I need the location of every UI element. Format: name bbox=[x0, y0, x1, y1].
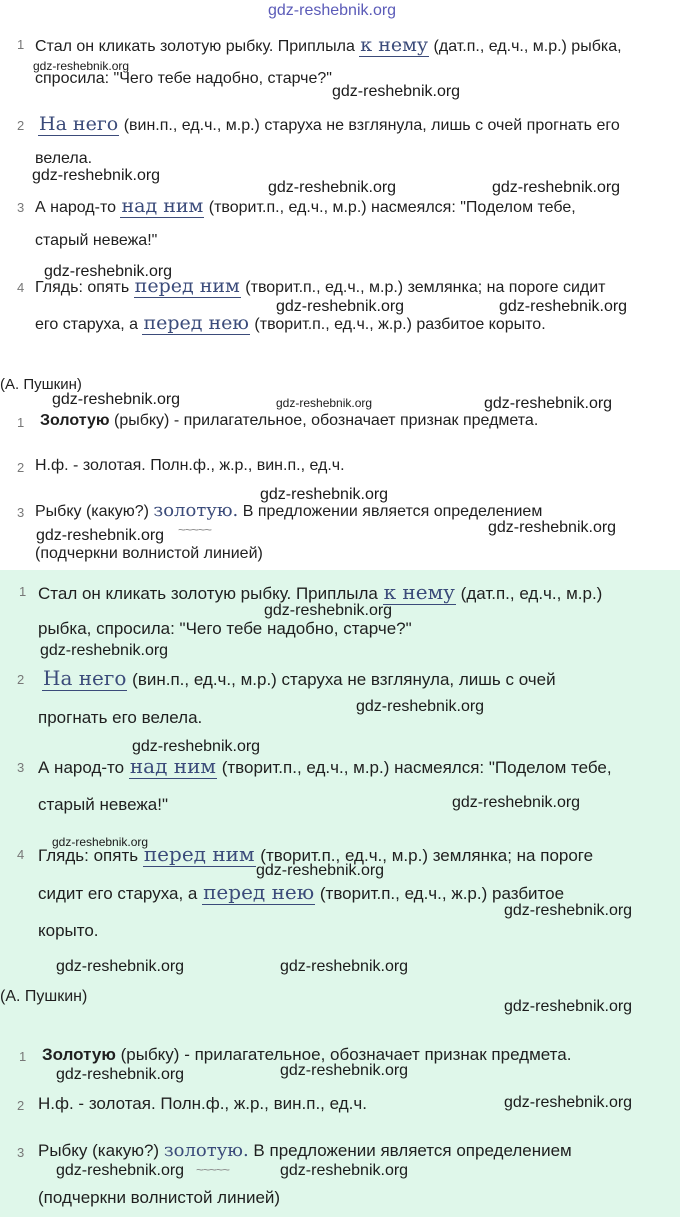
watermark: gdz-reshebnik.org bbox=[276, 298, 405, 315]
analysis-number: 1 bbox=[17, 415, 25, 430]
analysis-2: Н.ф. - золотая. Полн.ф., ж.р., вин.п., ед.ч. bbox=[35, 457, 345, 474]
sentence-number: 1 bbox=[17, 37, 25, 52]
sentence-1: Стал он кликать золотую рыбку. Приплыла к нему (дат.п., ед.ч., м.р.) bbox=[38, 580, 603, 604]
analysis-number: 3 bbox=[17, 1145, 25, 1160]
pronoun-handwritten: перед нею bbox=[203, 880, 315, 904]
watermark: gdz-reshebnik.org bbox=[52, 835, 149, 849]
analysis-number: 1 bbox=[19, 1049, 27, 1064]
sentence-2: На него (вин.п., ед.ч., м.р.) старуха не взглянула, лишь с очей bbox=[43, 666, 556, 690]
watermark: gdz-reshebnik.org bbox=[280, 958, 409, 975]
sentence-4-cont: его старуха, а перед нею (творит.п., ед.ч., ж.р.) разбитое корыто. bbox=[35, 312, 546, 334]
sentence-3: А народ-то над ним (творит.п., ед.ч., м.р.) насмеялся: "Поделом тебе, bbox=[35, 195, 576, 217]
pronoun-handwritten: перед нею bbox=[143, 312, 249, 334]
sentence-4-end: корыто. bbox=[38, 921, 99, 940]
sentence-3: А народ-то над ним (творит.п., ед.ч., м.р.) насмеялся: "Поделом тебе, bbox=[38, 754, 612, 778]
sentence-3-cont: старый невежа!" bbox=[35, 232, 158, 249]
answer-block-2 bbox=[0, 570, 680, 1217]
analysis-number: 2 bbox=[17, 460, 25, 475]
watermark: gdz-reshebnik.org bbox=[276, 396, 373, 410]
analysis-3: Рыбку (какую?) золотую. В предложении является определением bbox=[35, 500, 543, 521]
sentence-number: 2 bbox=[17, 672, 25, 687]
analysis-3: Рыбку (какую?) золотую. В предложении является определением bbox=[38, 1140, 572, 1161]
sentence-number: 2 bbox=[17, 118, 25, 133]
pronoun-handwritten: над ним bbox=[129, 754, 216, 778]
sentence-2-cont: велела. bbox=[35, 150, 93, 167]
analysis-3-note: (подчеркни волнистой линией) bbox=[38, 1188, 281, 1207]
sentence-number: 3 bbox=[17, 200, 25, 215]
watermark: gdz-reshebnik.org bbox=[499, 298, 628, 315]
watermark: gdz-reshebnik.org bbox=[56, 958, 185, 975]
author: (А. Пушкин) bbox=[0, 376, 82, 393]
sentence-1-cont: спросила: "Чего тебе надобно, старче?" bbox=[35, 70, 332, 87]
watermark: gdz-reshebnik.org bbox=[484, 395, 613, 412]
watermark: gdz-reshebnik.org bbox=[52, 391, 181, 408]
watermark: gdz-reshebnik.org bbox=[268, 179, 397, 196]
pronoun-handwritten: На него bbox=[43, 666, 127, 690]
adjective-handwritten: золотую. bbox=[163, 1140, 249, 1161]
sentence-number: 3 bbox=[17, 760, 25, 775]
watermark: gdz-reshebnik.org bbox=[256, 862, 385, 879]
analysis-1: Золотую (рыбку) - прилагательное, обозначает признак предмета. bbox=[40, 412, 539, 429]
watermark: gdz-reshebnik.org bbox=[268, 2, 397, 19]
watermark: gdz-reshebnik.org bbox=[33, 59, 130, 73]
watermark: gdz-reshebnik.org bbox=[488, 519, 617, 536]
watermark: gdz-reshebnik.org bbox=[280, 1162, 409, 1179]
sentence-number: 1 bbox=[19, 584, 27, 599]
pronoun-handwritten: к нему bbox=[383, 580, 455, 604]
answer-block-1 bbox=[0, 0, 680, 570]
adjective-handwritten: золотую. bbox=[153, 500, 239, 521]
watermark: gdz-reshebnik.org bbox=[504, 998, 633, 1015]
watermark: gdz-reshebnik.org bbox=[504, 902, 633, 919]
analysis-number: 3 bbox=[17, 505, 25, 520]
watermark: gdz-reshebnik.org bbox=[280, 1062, 409, 1079]
watermark: gdz-reshebnik.org bbox=[504, 1094, 633, 1111]
analysis-2: Н.ф. - золотая. Полн.ф., ж.р., вин.п., ед.ч. bbox=[38, 1094, 367, 1113]
pronoun-handwritten: перед ним bbox=[143, 842, 255, 866]
sentence-4: Глядь: опять перед ним (творит.п., ед.ч., м.р.) землянка; на пороге bbox=[38, 842, 594, 866]
analysis-3-note: (подчеркни волнистой линией) bbox=[35, 545, 263, 562]
wavy-underline-mark: ~~~~~ bbox=[196, 1162, 229, 1177]
watermark: gdz-reshebnik.org bbox=[40, 642, 169, 659]
sentence-2: На него (вин.п., ед.ч., м.р.) старуха не взглянула, лишь с очей прогнать его bbox=[39, 113, 620, 135]
pronoun-handwritten: На него bbox=[39, 113, 119, 135]
analysis-1: Золотую (рыбку) - прилагательное, обозначает признак предмета. bbox=[42, 1045, 572, 1064]
watermark: gdz-reshebnik.org bbox=[356, 698, 485, 715]
sentence-4-cont: сидит его старуха, а перед нею (творит.п., ед.ч., ж.р.) разбитое bbox=[38, 880, 565, 904]
watermark: gdz-reshebnik.org bbox=[260, 486, 389, 503]
sentence-2-cont: прогнать его велела. bbox=[38, 708, 203, 727]
sentence-number: 4 bbox=[17, 847, 25, 862]
analysis-number: 2 bbox=[17, 1098, 25, 1113]
pronoun-handwritten: к нему bbox=[360, 34, 429, 56]
watermark: gdz-reshebnik.org bbox=[56, 1162, 185, 1179]
sentence-number: 4 bbox=[17, 280, 25, 295]
watermark: gdz-reshebnik.org bbox=[452, 794, 581, 811]
watermark: gdz-reshebnik.org bbox=[56, 1066, 185, 1083]
sentence-3-cont: старый невежа!" bbox=[38, 795, 168, 814]
sentence-1-cont: рыбка, спросила: "Чего тебе надобно, старче?" bbox=[38, 619, 412, 638]
sentence-4: Глядь: опять перед ним (творит.п., ед.ч., м.р.) землянка; на пороге сидит bbox=[35, 275, 606, 297]
watermark: gdz-reshebnik.org bbox=[32, 167, 161, 184]
wavy-underline-mark: ~~~~~ bbox=[178, 522, 211, 537]
watermark: gdz-reshebnik.org bbox=[492, 179, 621, 196]
sentence-1: Стал он кликать золотую рыбку. Приплыла к нему (дат.п., ед.ч., м.р.) рыбка, bbox=[35, 34, 622, 56]
watermark: gdz-reshebnik.org bbox=[264, 602, 393, 619]
watermark: gdz-reshebnik.org bbox=[36, 527, 165, 544]
author: (А. Пушкин) bbox=[0, 988, 88, 1005]
pronoun-handwritten: перед ним bbox=[134, 275, 240, 297]
watermark: gdz-reshebnik.org bbox=[132, 738, 261, 755]
watermark: gdz-reshebnik.org bbox=[44, 263, 173, 280]
pronoun-handwritten: над ним bbox=[121, 195, 204, 217]
watermark: gdz-reshebnik.org bbox=[332, 83, 461, 100]
